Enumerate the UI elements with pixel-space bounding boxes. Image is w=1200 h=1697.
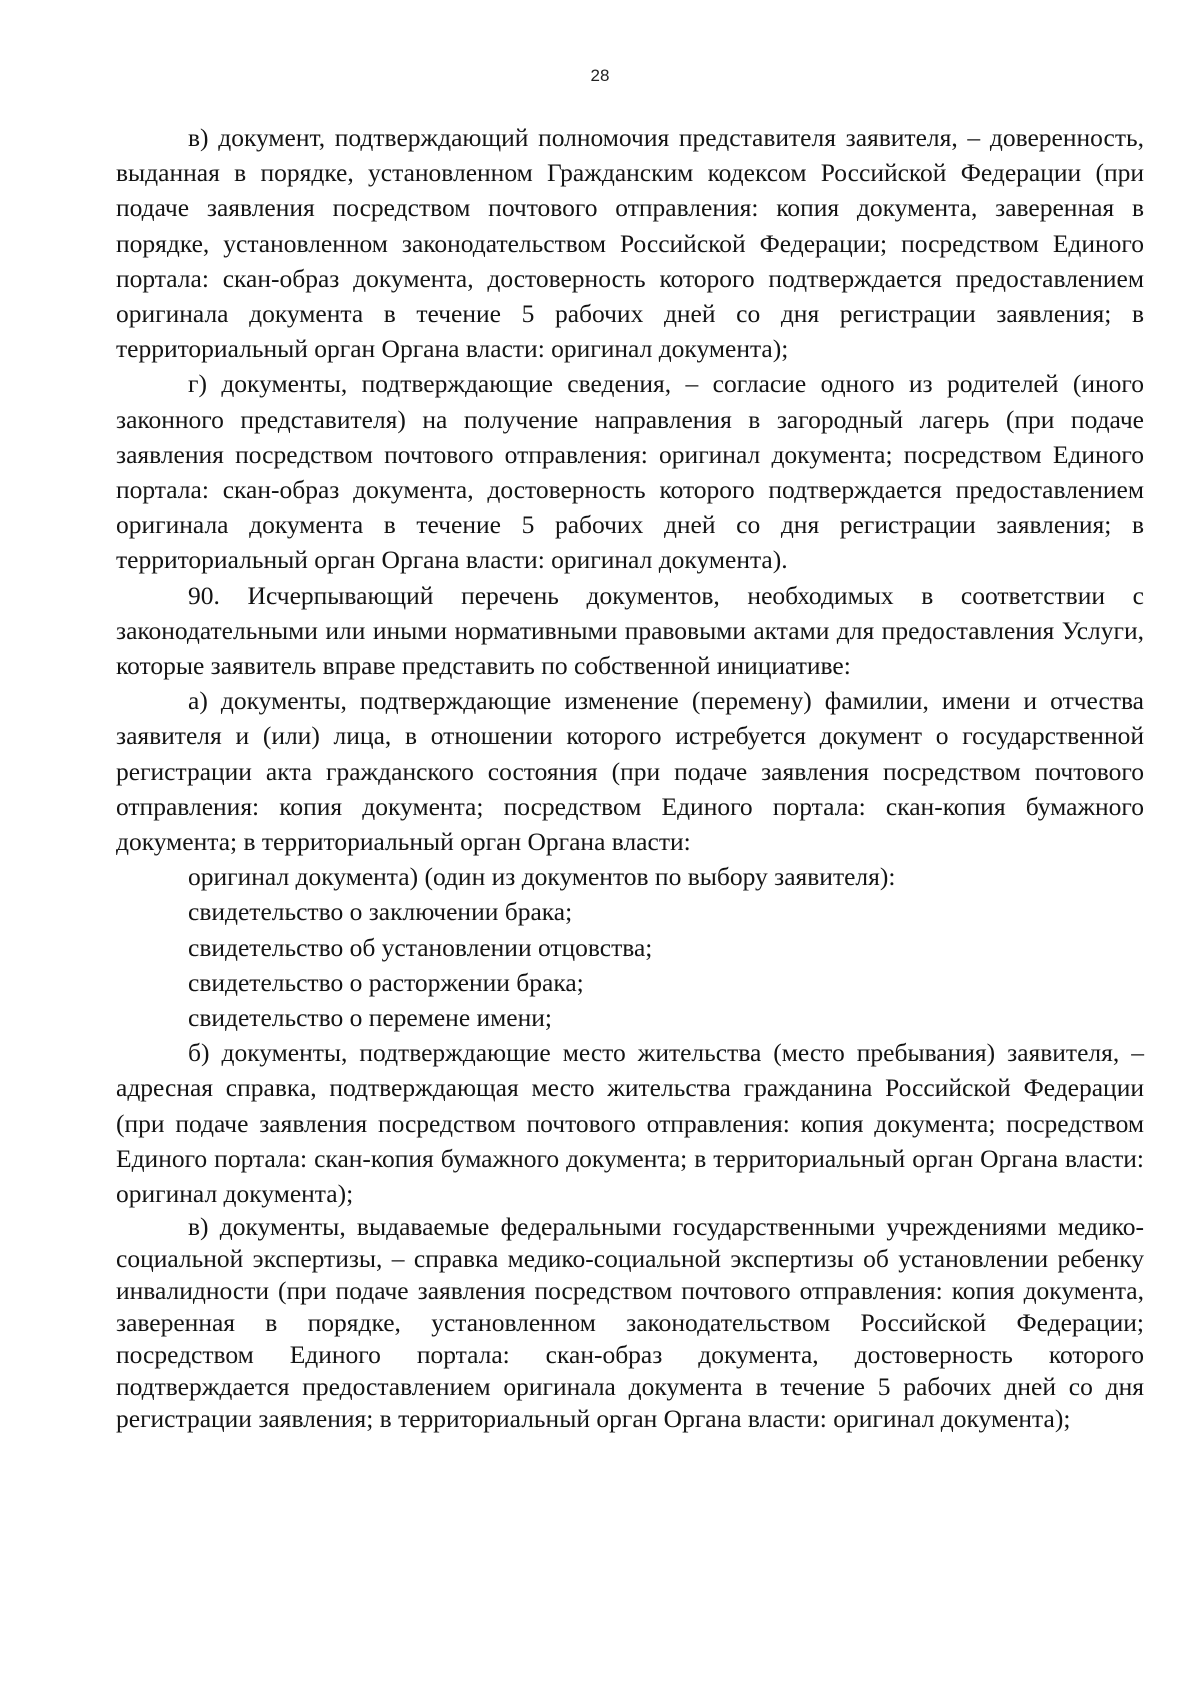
paragraph-name-change-docs: а) документы, подтверждающие изменение (перемену) фамилии, имени и отчества заявителя и (или) лица, в отношении которого истребуется документ о государственной регистрации акта гражданского состояния (при подаче заявления посредством почтового отправления: копия документа; посредством Единого портала: скан-копия бумажного документа; в территориальный орган Органа власти: — [116, 686, 1144, 857]
list-item-paternity-certificate: свидетельство об установлении отцовства; — [188, 932, 653, 962]
list-item-divorce-certificate: свидетельство о расторжении брака; — [188, 967, 584, 997]
list-intro-original-document: оригинал документа) (один из документов по выбору заявителя): — [188, 862, 896, 892]
paragraph-representative-authority: в) документ, подтверждающий полномочия представителя заявителя, – доверенность, выданная в порядке, установленном Гражданским кодексом Российской Федерации (при подаче заявления посредством почтового отправления: копия документа, заверенная в порядке, установленном законодательством Российской Федерации; посредством Единого портала: скан-образ документа, достоверность которого подтверждается предоставлением оригинала документа в течение 5 рабочих дней со дня регистрации заявления; в территориальный орган Органа власти: оригинал документа); — [116, 123, 1144, 364]
paragraph-90-heading: 90. Исчерпывающий перечень документов, необходимых в соответствии с законодательными или иными нормативными правовыми актами для предоставления Услуги, которые заявитель вправе представить по собственной инициативе: — [116, 580, 1144, 681]
page-number: 28 — [590, 66, 610, 85]
document-body — [116, 120, 1144, 1435]
paragraph-residence-docs: б) документы, подтверждающие место жительства (место пребывания) заявителя, – адресная справка, подтверждающая место жительства гражданина Российской Федерации (при подаче заявления посредством почтового отправления: копия документа; посредством Единого портала: скан-копия бумажного документа; в территориальный орган Органа власти: оригинал документа); — [116, 1038, 1144, 1209]
paragraph-parent-consent: г) документы, подтверждающие сведения, – согласие одного из родителей (иного законного представителя) на получение направления в загородный лагерь (при подаче заявления посредством почтового отправления: оригинал документа; посредством Единого портала: скан-образ документа, достоверность которого подтверждается предоставлением оригинала документа в течение 5 рабочих дней со дня регистрации заявления; в территориальный орган Органа власти: оригинал документа). — [116, 369, 1144, 575]
paragraph-disability-docs: в) документы, выдаваемые федеральными государственными учреждениями медико-социальной экспертизы, – справка медико-социальной экспертизы об установлении ребенку инвалидности (при подаче заявления посредством почтового отправления: копия документа, заверенная в порядке, установленном законодательством Российской Федерации; посредством Единого портала: скан-образ документа, достоверность которого подтверждается предоставлением оригинала документа в течение 5 рабочих дней со дня регистрации заявления; в территориальный орган Органа власти: оригинал документа); — [116, 1212, 1144, 1434]
list-item-marriage-certificate: свидетельство о заключении брака; — [188, 897, 573, 927]
list-item-name-change-certificate: свидетельство о перемене имени; — [188, 1003, 552, 1033]
